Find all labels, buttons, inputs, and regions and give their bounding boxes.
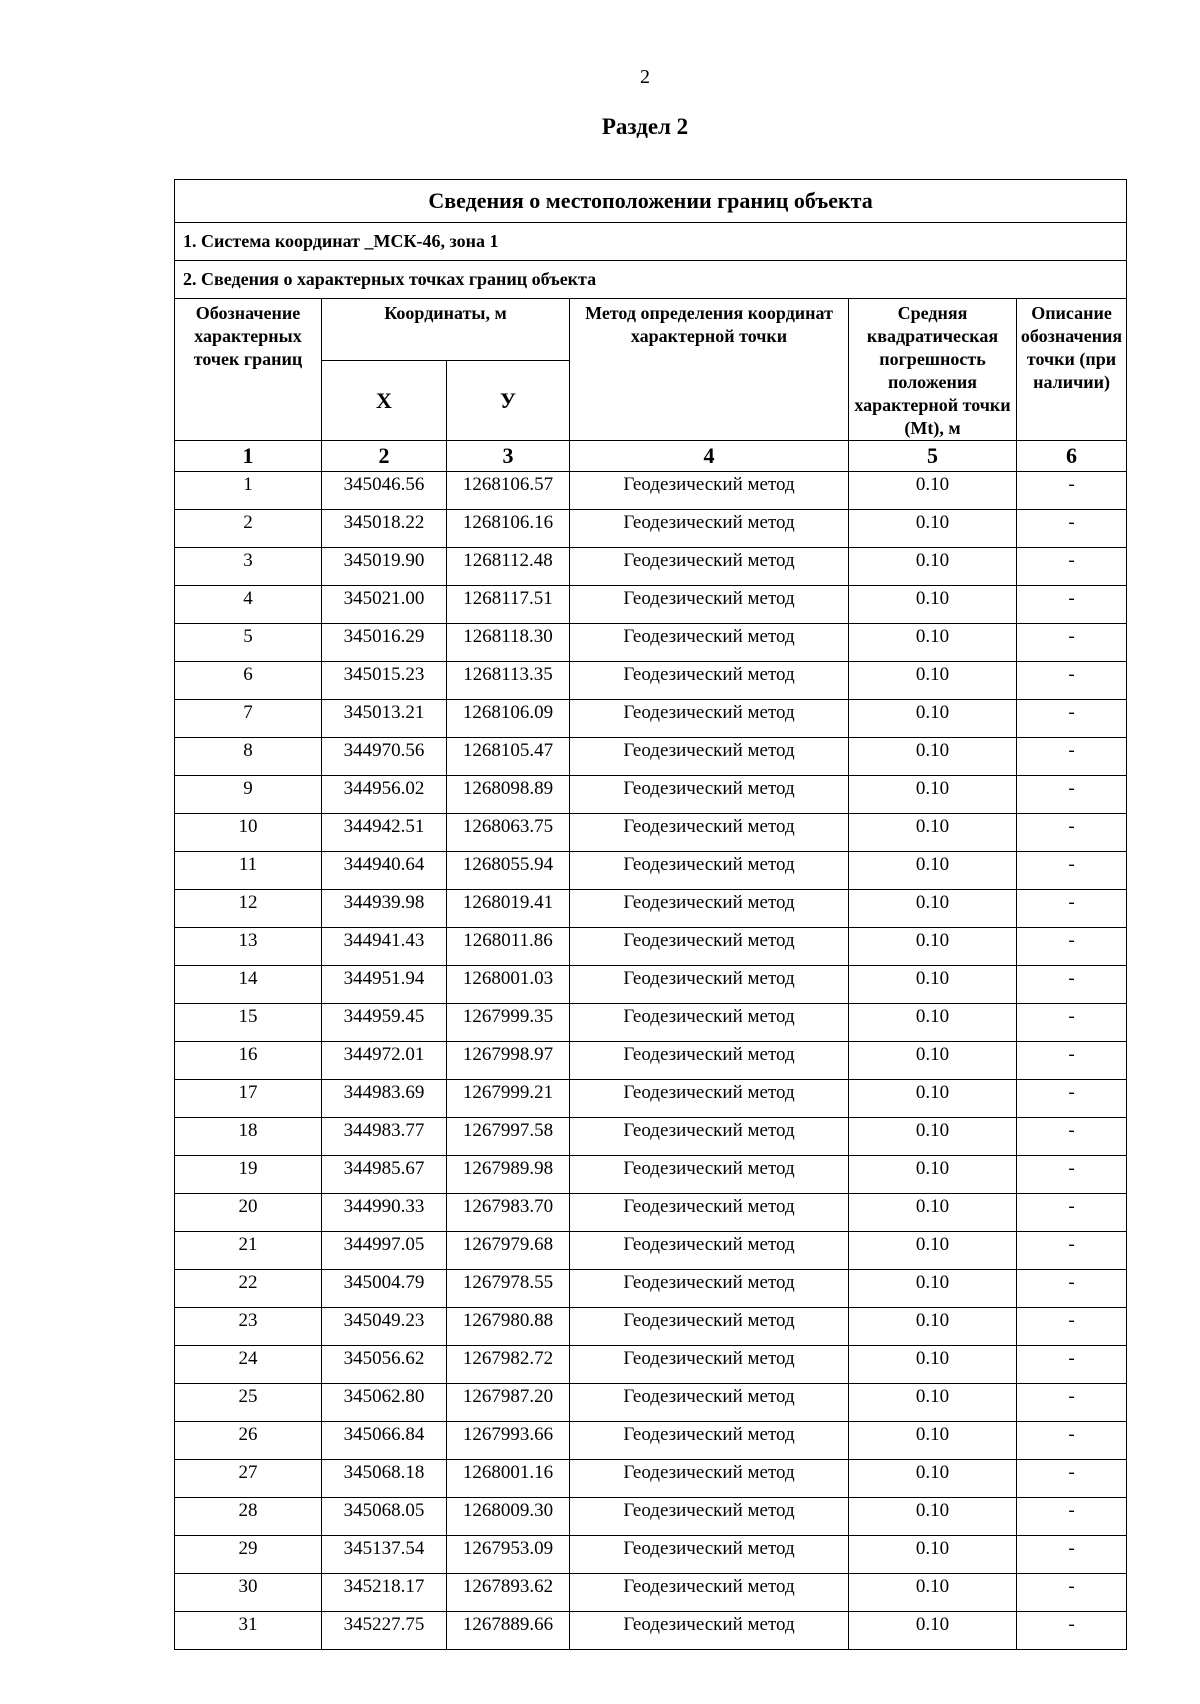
coord-x-cell: 345068.18 xyxy=(322,1460,447,1498)
header-point-designation: Обозначение характерных точек границ xyxy=(175,299,322,441)
table-row xyxy=(175,1346,1127,1384)
coord-y-cell: 1267982.72 xyxy=(447,1346,570,1384)
point-id-cell: 15 xyxy=(175,1004,322,1042)
method-cell: Геодезический метод xyxy=(570,548,849,586)
mean-error-cell: 0.10 xyxy=(849,1536,1017,1574)
point-id-cell: 1 xyxy=(175,472,322,510)
point-id-cell: 7 xyxy=(175,700,322,738)
mean-error-cell: 0.10 xyxy=(849,1118,1017,1156)
mean-error-cell: 0.10 xyxy=(849,1004,1017,1042)
table-title: Сведения о местоположении границ объекта xyxy=(175,180,1127,223)
table-row xyxy=(175,1384,1127,1422)
description-cell: - xyxy=(1017,890,1127,928)
column-number: 2 xyxy=(322,441,447,472)
table-row xyxy=(175,510,1127,548)
point-id-cell: 12 xyxy=(175,890,322,928)
method-cell: Геодезический метод xyxy=(570,1004,849,1042)
mean-error-cell: 0.10 xyxy=(849,738,1017,776)
method-cell: Геодезический метод xyxy=(570,1194,849,1232)
coord-y-cell: 1268098.89 xyxy=(447,776,570,814)
table-row xyxy=(175,1612,1127,1650)
point-id-cell: 22 xyxy=(175,1270,322,1308)
table-row xyxy=(175,1232,1127,1270)
coord-x-cell: 344985.67 xyxy=(322,1156,447,1194)
point-id-cell: 27 xyxy=(175,1460,322,1498)
coordinate-system: 1. Система координат _МСК-46, зона 1 xyxy=(175,223,1127,261)
coord-y-cell: 1268009.30 xyxy=(447,1498,570,1536)
method-cell: Геодезический метод xyxy=(570,776,849,814)
description-cell: - xyxy=(1017,928,1127,966)
mean-error-cell: 0.10 xyxy=(849,852,1017,890)
point-id-cell: 24 xyxy=(175,1346,322,1384)
mean-error-cell: 0.10 xyxy=(849,1270,1017,1308)
header-y: У xyxy=(447,361,570,441)
description-cell: - xyxy=(1017,1422,1127,1460)
description-cell: - xyxy=(1017,1536,1127,1574)
coord-y-cell: 1267983.70 xyxy=(447,1194,570,1232)
description-cell: - xyxy=(1017,700,1127,738)
coord-y-cell: 1268019.41 xyxy=(447,890,570,928)
coord-x-cell: 344951.94 xyxy=(322,966,447,1004)
mean-error-cell: 0.10 xyxy=(849,548,1017,586)
method-cell: Геодезический метод xyxy=(570,1232,849,1270)
coord-y-cell: 1267993.66 xyxy=(447,1422,570,1460)
description-cell: - xyxy=(1017,1232,1127,1270)
method-cell: Геодезический метод xyxy=(570,1080,849,1118)
coord-y-cell: 1267980.88 xyxy=(447,1308,570,1346)
method-cell: Геодезический метод xyxy=(570,1460,849,1498)
method-cell: Геодезический метод xyxy=(570,928,849,966)
coord-y-cell: 1267889.66 xyxy=(447,1612,570,1650)
mean-error-cell: 0.10 xyxy=(849,1498,1017,1536)
table-row xyxy=(175,1308,1127,1346)
description-cell: - xyxy=(1017,510,1127,548)
table-row xyxy=(175,1118,1127,1156)
coord-x-cell: 344939.98 xyxy=(322,890,447,928)
table-row xyxy=(175,1536,1127,1574)
description-cell: - xyxy=(1017,586,1127,624)
mean-error-cell: 0.10 xyxy=(849,1384,1017,1422)
mean-error-cell: 0.10 xyxy=(849,472,1017,510)
mean-error-cell: 0.10 xyxy=(849,1574,1017,1612)
table-row xyxy=(175,586,1127,624)
method-cell: Геодезический метод xyxy=(570,966,849,1004)
coord-x-cell: 345015.23 xyxy=(322,662,447,700)
point-id-cell: 5 xyxy=(175,624,322,662)
mean-error-cell: 0.10 xyxy=(849,1612,1017,1650)
coord-x-cell: 345004.79 xyxy=(322,1270,447,1308)
column-number: 5 xyxy=(849,441,1017,472)
method-cell: Геодезический метод xyxy=(570,890,849,928)
point-id-cell: 4 xyxy=(175,586,322,624)
coord-y-cell: 1267989.98 xyxy=(447,1156,570,1194)
coord-x-cell: 345013.21 xyxy=(322,700,447,738)
method-cell: Геодезический метод xyxy=(570,586,849,624)
point-id-cell: 25 xyxy=(175,1384,322,1422)
table-row xyxy=(175,700,1127,738)
mean-error-cell: 0.10 xyxy=(849,1346,1017,1384)
coord-y-cell: 1267978.55 xyxy=(447,1270,570,1308)
coord-x-cell: 345137.54 xyxy=(322,1536,447,1574)
point-id-cell: 3 xyxy=(175,548,322,586)
point-id-cell: 17 xyxy=(175,1080,322,1118)
method-cell: Геодезический метод xyxy=(570,1270,849,1308)
description-cell: - xyxy=(1017,1612,1127,1650)
coord-x-cell: 345049.23 xyxy=(322,1308,447,1346)
mean-error-cell: 0.10 xyxy=(849,1042,1017,1080)
coord-y-cell: 1267999.35 xyxy=(447,1004,570,1042)
coord-x-cell: 345056.62 xyxy=(322,1346,447,1384)
coord-x-cell: 344983.77 xyxy=(322,1118,447,1156)
description-cell: - xyxy=(1017,1080,1127,1118)
coord-y-cell: 1268105.47 xyxy=(447,738,570,776)
coord-y-cell: 1267998.97 xyxy=(447,1042,570,1080)
description-cell: - xyxy=(1017,1346,1127,1384)
table-row xyxy=(175,548,1127,586)
coord-x-cell: 345227.75 xyxy=(322,1612,447,1650)
description-cell: - xyxy=(1017,1194,1127,1232)
section-title: Раздел 2 xyxy=(601,114,689,139)
coord-x-cell: 344956.02 xyxy=(322,776,447,814)
method-cell: Геодезический метод xyxy=(570,814,849,852)
point-id-cell: 13 xyxy=(175,928,322,966)
description-cell: - xyxy=(1017,1460,1127,1498)
mean-error-cell: 0.10 xyxy=(849,662,1017,700)
column-number: 1 xyxy=(175,441,322,472)
column-number: 4 xyxy=(570,441,849,472)
table-row xyxy=(175,1460,1127,1498)
description-cell: - xyxy=(1017,624,1127,662)
method-cell: Геодезический метод xyxy=(570,1498,849,1536)
coord-x-cell: 345068.05 xyxy=(322,1498,447,1536)
method-cell: Геодезический метод xyxy=(570,510,849,548)
table-row xyxy=(175,1194,1127,1232)
point-id-cell: 8 xyxy=(175,738,322,776)
mean-error-cell: 0.10 xyxy=(849,1232,1017,1270)
method-cell: Геодезический метод xyxy=(570,700,849,738)
coord-x-cell: 345021.00 xyxy=(322,586,447,624)
table-row xyxy=(175,738,1127,776)
description-cell: - xyxy=(1017,548,1127,586)
coord-y-cell: 1267953.09 xyxy=(447,1536,570,1574)
coord-x-cell: 344941.43 xyxy=(322,928,447,966)
description-cell: - xyxy=(1017,738,1127,776)
coord-x-cell: 345019.90 xyxy=(322,548,447,586)
coord-y-cell: 1268106.16 xyxy=(447,510,570,548)
coord-y-cell: 1268117.51 xyxy=(447,586,570,624)
description-cell: - xyxy=(1017,1574,1127,1612)
description-cell: - xyxy=(1017,1118,1127,1156)
coord-y-cell: 1267987.20 xyxy=(447,1384,570,1422)
table-row xyxy=(175,1156,1127,1194)
description-cell: - xyxy=(1017,776,1127,814)
header-description: Описание обозначения точки (при наличии) xyxy=(1017,299,1127,441)
method-cell: Геодезический метод xyxy=(570,624,849,662)
coord-x-cell: 344959.45 xyxy=(322,1004,447,1042)
method-cell: Геодезический метод xyxy=(570,1612,849,1650)
coord-x-cell: 345062.80 xyxy=(322,1384,447,1422)
mean-error-cell: 0.10 xyxy=(849,586,1017,624)
method-cell: Геодезический метод xyxy=(570,1308,849,1346)
point-id-cell: 21 xyxy=(175,1232,322,1270)
table-row xyxy=(175,1270,1127,1308)
method-cell: Геодезический метод xyxy=(570,852,849,890)
table-row xyxy=(175,624,1127,662)
table-row xyxy=(175,1422,1127,1460)
point-id-cell: 6 xyxy=(175,662,322,700)
coord-y-cell: 1268055.94 xyxy=(447,852,570,890)
table-row xyxy=(175,472,1127,510)
description-cell: - xyxy=(1017,1498,1127,1536)
description-cell: - xyxy=(1017,852,1127,890)
coord-x-cell: 344990.33 xyxy=(322,1194,447,1232)
method-cell: Геодезический метод xyxy=(570,1422,849,1460)
point-id-cell: 23 xyxy=(175,1308,322,1346)
coord-x-cell: 345046.56 xyxy=(322,472,447,510)
coord-x-cell: 345066.84 xyxy=(322,1422,447,1460)
table-row xyxy=(175,1080,1127,1118)
point-id-cell: 31 xyxy=(175,1612,322,1650)
column-number: 3 xyxy=(447,441,570,472)
method-cell: Геодезический метод xyxy=(570,1346,849,1384)
method-cell: Геодезический метод xyxy=(570,1536,849,1574)
description-cell: - xyxy=(1017,1384,1127,1422)
table-row xyxy=(175,928,1127,966)
coord-y-cell: 1268001.03 xyxy=(447,966,570,1004)
mean-error-cell: 0.10 xyxy=(849,510,1017,548)
table-row xyxy=(175,852,1127,890)
table-row xyxy=(175,966,1127,1004)
description-cell: - xyxy=(1017,1308,1127,1346)
point-id-cell: 14 xyxy=(175,966,322,1004)
mean-error-cell: 0.10 xyxy=(849,1194,1017,1232)
point-id-cell: 28 xyxy=(175,1498,322,1536)
description-cell: - xyxy=(1017,662,1127,700)
description-cell: - xyxy=(1017,966,1127,1004)
coord-y-cell: 1267997.58 xyxy=(447,1118,570,1156)
coord-x-cell: 344940.64 xyxy=(322,852,447,890)
mean-error-cell: 0.10 xyxy=(849,776,1017,814)
table-row xyxy=(175,1574,1127,1612)
coord-y-cell: 1268063.75 xyxy=(447,814,570,852)
coord-x-cell: 344983.69 xyxy=(322,1080,447,1118)
point-id-cell: 16 xyxy=(175,1042,322,1080)
coord-y-cell: 1267893.62 xyxy=(447,1574,570,1612)
mean-error-cell: 0.10 xyxy=(849,700,1017,738)
point-id-cell: 29 xyxy=(175,1536,322,1574)
mean-error-cell: 0.10 xyxy=(849,890,1017,928)
column-number: 6 xyxy=(1017,441,1127,472)
point-id-cell: 9 xyxy=(175,776,322,814)
mean-error-cell: 0.10 xyxy=(849,1422,1017,1460)
mean-error-cell: 0.10 xyxy=(849,624,1017,662)
method-cell: Геодезический метод xyxy=(570,1042,849,1080)
mean-error-cell: 0.10 xyxy=(849,1308,1017,1346)
mean-error-cell: 0.10 xyxy=(849,1156,1017,1194)
description-cell: - xyxy=(1017,1156,1127,1194)
table-row xyxy=(175,776,1127,814)
mean-error-cell: 0.10 xyxy=(849,1080,1017,1118)
description-cell: - xyxy=(1017,1042,1127,1080)
coord-x-cell: 344942.51 xyxy=(322,814,447,852)
coord-y-cell: 1267999.21 xyxy=(447,1080,570,1118)
mean-error-cell: 0.10 xyxy=(849,814,1017,852)
coord-y-cell: 1268112.48 xyxy=(447,548,570,586)
coord-y-cell: 1268106.09 xyxy=(447,700,570,738)
point-id-cell: 26 xyxy=(175,1422,322,1460)
table-row xyxy=(175,814,1127,852)
method-cell: Геодезический метод xyxy=(570,1118,849,1156)
description-cell: - xyxy=(1017,472,1127,510)
coord-y-cell: 1268118.30 xyxy=(447,624,570,662)
point-id-cell: 30 xyxy=(175,1574,322,1612)
coord-x-cell: 344997.05 xyxy=(322,1232,447,1270)
table-row xyxy=(175,1042,1127,1080)
point-id-cell: 20 xyxy=(175,1194,322,1232)
coord-x-cell: 345016.29 xyxy=(322,624,447,662)
boundary-points-table xyxy=(174,179,1127,1650)
mean-error-cell: 0.10 xyxy=(849,1460,1017,1498)
point-id-cell: 19 xyxy=(175,1156,322,1194)
method-cell: Геодезический метод xyxy=(570,1156,849,1194)
coord-y-cell: 1268106.57 xyxy=(447,472,570,510)
description-cell: - xyxy=(1017,1004,1127,1042)
table-row xyxy=(175,1004,1127,1042)
description-cell: - xyxy=(1017,814,1127,852)
method-cell: Геодезический метод xyxy=(570,1384,849,1422)
header-method: Метод определения координат характерной точки xyxy=(570,299,849,441)
coord-x-cell: 345018.22 xyxy=(322,510,447,548)
mean-error-cell: 0.10 xyxy=(849,928,1017,966)
header-coordinates: Координаты, м xyxy=(322,299,570,361)
point-id-cell: 10 xyxy=(175,814,322,852)
method-cell: Геодезический метод xyxy=(570,472,849,510)
header-x: X xyxy=(322,361,447,441)
point-id-cell: 11 xyxy=(175,852,322,890)
method-cell: Геодезический метод xyxy=(570,1574,849,1612)
method-cell: Геодезический метод xyxy=(570,662,849,700)
point-id-cell: 18 xyxy=(175,1118,322,1156)
points-heading: 2. Сведения о характерных точках границ объекта xyxy=(175,261,1127,299)
coord-x-cell: 344972.01 xyxy=(322,1042,447,1080)
point-id-cell: 2 xyxy=(175,510,322,548)
method-cell: Геодезический метод xyxy=(570,738,849,776)
coord-y-cell: 1268011.86 xyxy=(447,928,570,966)
table-row xyxy=(175,662,1127,700)
header-error: Средняя квадратическая погрешность положения характерной точки (Mt), м xyxy=(849,299,1017,441)
description-cell: - xyxy=(1017,1270,1127,1308)
coord-x-cell: 345218.17 xyxy=(322,1574,447,1612)
coord-y-cell: 1268113.35 xyxy=(447,662,570,700)
page-number: 2 xyxy=(640,66,650,88)
mean-error-cell: 0.10 xyxy=(849,966,1017,1004)
table-row xyxy=(175,1498,1127,1536)
coord-y-cell: 1268001.16 xyxy=(447,1460,570,1498)
coord-y-cell: 1267979.68 xyxy=(447,1232,570,1270)
table-row xyxy=(175,890,1127,928)
coord-x-cell: 344970.56 xyxy=(322,738,447,776)
